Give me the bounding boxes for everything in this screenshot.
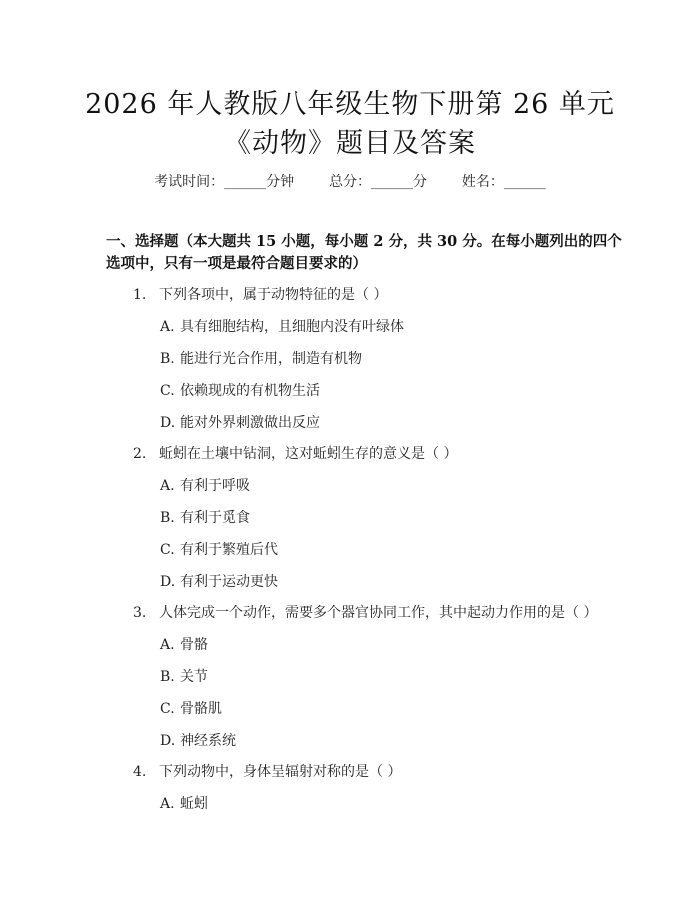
answer-option: [160, 634, 208, 654]
option-letter: D.: [160, 415, 176, 431]
question-stem: [133, 284, 387, 304]
answer-option: [160, 539, 278, 559]
name-blank: ______: [503, 174, 546, 190]
answer-option: [160, 507, 250, 527]
exam-info-row: [0, 171, 700, 191]
option-text: 有利于觅食: [180, 510, 250, 526]
answer-option: [160, 412, 320, 432]
option-text: 神经系统: [180, 733, 236, 749]
option-text: 有利于运动更快: [180, 574, 278, 590]
option-letter: A.: [160, 478, 175, 494]
question-number: 1.: [133, 287, 147, 303]
option-letter: B.: [160, 669, 175, 685]
option-letter: D.: [160, 574, 176, 590]
answer-option: [160, 571, 278, 591]
page-title-line-2: 《动物》题目及答案: [224, 128, 476, 159]
answer-option: [160, 348, 362, 368]
option-letter: C.: [160, 542, 175, 558]
option-letter: A.: [160, 637, 175, 653]
answer-option: [160, 475, 250, 495]
option-text: 能进行光合作用，制造有机物: [180, 351, 362, 367]
option-text: 有利于呼吸: [180, 478, 250, 494]
option-text: 蚯蚓: [180, 796, 208, 812]
option-text: 能对外界刺激做出反应: [180, 415, 320, 431]
page-title-line-1: 2026 年人教版八年级生物下册第 26 单元: [85, 89, 615, 120]
question-stem: [133, 761, 401, 781]
question-stem: [133, 602, 597, 622]
score-blank: ______: [371, 174, 413, 190]
option-letter: C.: [160, 383, 175, 399]
question-number: 3.: [133, 605, 147, 621]
answer-option: [160, 666, 208, 686]
answer-option: [160, 316, 404, 336]
question-text: 蚯蚓在土壤中钻洞，这对蚯蚓生存的意义是（ ）: [159, 446, 458, 462]
question-stem: [133, 443, 457, 463]
name-label: 姓名：: [461, 174, 504, 190]
option-letter: C.: [160, 701, 175, 717]
question-text: 人体完成一个动作，需要多个器官协同工作，其中起动力作用的是（ ）: [159, 605, 598, 621]
option-letter: A.: [160, 796, 175, 812]
option-text: 具有细胞结构，且细胞内没有叶绿体: [180, 319, 404, 335]
option-letter: B.: [160, 510, 175, 526]
time-label: 考试时间：: [154, 174, 225, 190]
option-text: 依赖现成的有机物生活: [180, 383, 320, 399]
option-text: 有利于繁殖后代: [180, 542, 278, 558]
option-text: 骨骼肌: [180, 701, 222, 717]
answer-option: [160, 698, 222, 718]
question-number: 4.: [133, 764, 147, 780]
score-label: 总分：: [329, 174, 371, 190]
question-text: 下列各项中，属于动物特征的是（ ）: [159, 287, 388, 303]
option-text: 关节: [180, 669, 208, 685]
option-text: 骨骼: [180, 637, 208, 653]
option-letter: D.: [160, 733, 176, 749]
time-unit: 分钟: [266, 174, 295, 190]
answer-option: [160, 793, 208, 813]
score-unit: 分: [413, 174, 427, 190]
option-letter: B.: [160, 351, 175, 367]
question-number: 2.: [133, 446, 147, 462]
answer-option: [160, 730, 236, 750]
answer-option: [160, 380, 320, 400]
time-blank: ______: [224, 174, 267, 190]
question-text: 下列动物中，身体呈辐射对称的是（ ）: [159, 764, 402, 780]
section-heading: 一、选择题（本大题共 15 小题，每小题 2 分，共 30 分。在每小题列出的四个选项中，只有一项是最符合题目要求的）: [106, 233, 622, 272]
option-letter: A.: [160, 319, 175, 335]
